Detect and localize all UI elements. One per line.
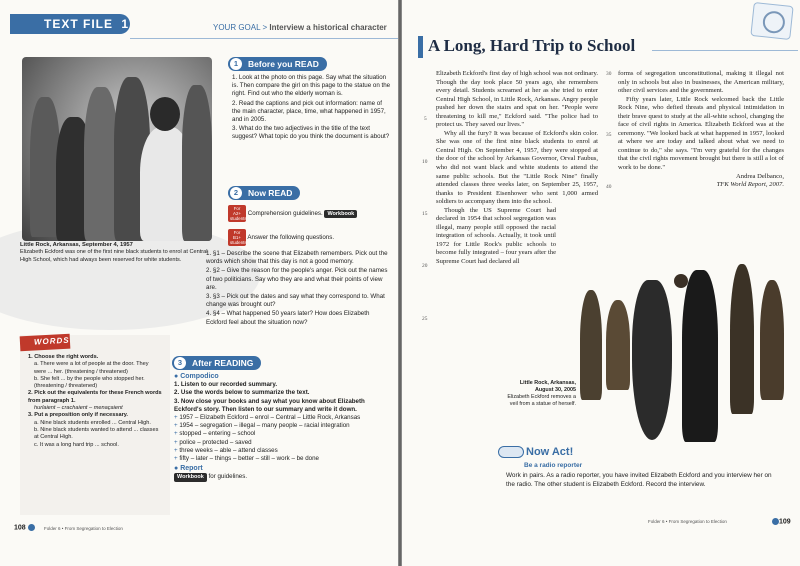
paragraph: Fifty years later, Little Rock welcomed back the Little Rock Nine, who defied threats and physical intimidation in their brave quest to study at the all-white school, changing the face of civil rights in America. Elizabeth Eckford was at the ceremony. "We looked back at what happened in 1957, looked at where we are today and talked about what we need to continue to do," she says. "I'm very grateful for the changes that the civil rights movement brought but there is still a lot of work to be done." xyxy=(618,95,784,172)
list-item: 1. Look at the photo on this page. Say what the situation is. Then compare the girl on this page to the statue on the right. Find out who the elderly woman is. xyxy=(232,74,391,98)
line-number: 5 xyxy=(424,116,427,122)
word-line: + fifty – later – things – better – still – work – be done xyxy=(174,455,319,463)
photo-figure xyxy=(84,87,118,241)
before-reading-header xyxy=(228,57,327,71)
line-number: 35 xyxy=(606,132,612,138)
photo-caption-title: Little Rock, Arkansas, September 4, 1957 xyxy=(20,242,133,248)
page-number-right: 109 xyxy=(770,518,791,525)
paragraph: Though the US Supreme Court had declared in 1954 that school segregation was illegal, many people still opposed the racial integration of schools. Actually, it took until 1972 for Little Rock's public schools to become fully integrated – four years after the Supreme Court had declared all xyxy=(436,206,556,266)
folder-label-right: Folder 6 • From Segregation to Election xyxy=(648,519,727,524)
guidelines-text: Comprehension guidelines. xyxy=(247,210,323,218)
photo-figure xyxy=(182,85,212,241)
page-dot-icon xyxy=(28,524,35,531)
photo-figure-head xyxy=(150,97,180,131)
word-line: + 1954 – segregation – illegal – many people – racial integration xyxy=(174,422,350,430)
list-item: 3. §3 – Pick out the dates and say what they correspond to. What change was brought out? xyxy=(206,293,385,309)
guidelines-b1 xyxy=(228,229,388,246)
statue-caption xyxy=(506,380,576,408)
photo-caption-body: Elizabeth Eckford was one of the first nine black students to enrol at Central High School, which had always been reserved for white students. xyxy=(20,249,208,263)
words-header: WORDS xyxy=(20,334,71,352)
compodico-heading: ● Compodico xyxy=(174,373,219,380)
step: 1. Listen to our recorded summary. xyxy=(174,381,278,389)
statue-figure xyxy=(730,264,754,414)
tab-title: TEXT FILE xyxy=(44,17,113,31)
level-badge-b1: For B1+ students xyxy=(230,230,247,245)
statue-caption-title: Little Rock, Arkansas, August 30, 2005 xyxy=(519,380,576,393)
page-number-left: 108 xyxy=(14,524,35,531)
line-number: 30 xyxy=(606,71,612,77)
now-read-header xyxy=(228,186,300,200)
veil-figure xyxy=(632,280,672,440)
list-item: 4. §4 – What happened 50 years later? How does Elizabeth Eckford feel about the situation now? xyxy=(206,310,370,326)
statue-figure xyxy=(606,300,630,390)
speech-bubble-icon xyxy=(498,446,524,458)
woman-head xyxy=(674,274,688,288)
now-read-questions xyxy=(206,250,392,328)
paragraph: forms of segregation unconstitutional, making it illegal not only in schools but also in businesses, the American military, other civil services and the government. xyxy=(618,70,784,95)
words-list xyxy=(28,354,162,449)
guidelines-a2 xyxy=(228,205,388,222)
folder-label-left: Folder 6 • From Segregation to Election xyxy=(44,526,123,531)
line-number: 40 xyxy=(606,184,612,190)
paragraph: Elizabeth Eckford's first day of high school was not ordinary. Though the day took place 50 years ago, she remembers every detail. Students screamed at her as she tried to enter Central High School, in Little Rock, Arkansas. Angry people pushed her down the stairs and spat on her. "People were threatening to kill me," Eckford said. "The police had to protect us. They saved our lives." xyxy=(436,70,598,129)
list-item: 2. §2 – Give the reason for the people's anger. Pick out the names of two politicians. Say who they are and what their points of view are. xyxy=(206,267,388,291)
statue-figure xyxy=(580,290,602,400)
now-act-subtitle: Be a radio reporter xyxy=(524,462,583,469)
report-line xyxy=(174,473,394,481)
words-item: 2. Pick out the equivalents for these French words from paragraph 1. xyxy=(28,390,162,404)
step: 2. Use the words below to summarize the text. xyxy=(174,389,310,397)
goal-text: Interview a historical character xyxy=(269,23,387,32)
photo-caption xyxy=(20,242,220,312)
report-label: Report xyxy=(180,465,203,473)
statue-photo xyxy=(562,250,800,440)
title-rule xyxy=(652,50,798,51)
title-accent xyxy=(418,36,423,58)
word-line: + police – protected – saved xyxy=(174,438,252,446)
word-line: + stopped – entering – school xyxy=(174,430,256,438)
article-column-2 xyxy=(618,70,784,190)
corner-stamp-icon xyxy=(750,2,793,40)
after-reading-content xyxy=(174,373,394,482)
article-column-1 xyxy=(436,70,598,267)
compodico-label: Compodico xyxy=(180,373,219,380)
line-number: 10 xyxy=(422,159,428,165)
step: 3. Now close your books and say what you know about Elizabeth Eckford's story. Then listen to our summary and write it down. xyxy=(174,397,365,413)
word-line: + three weeks – able – attend classes xyxy=(174,446,278,454)
page-dot-icon xyxy=(772,518,779,525)
list-item: 3. What do the two adjectives in the title of the text suggest? What topic do you think the document is about? xyxy=(232,125,390,141)
words-item: 3. Put a preposition only if necessary. xyxy=(28,412,128,419)
article-source: TFK World Report, 2007. xyxy=(716,181,784,189)
right-page xyxy=(402,0,800,566)
level-badge-a2: For A2+ students xyxy=(230,206,247,221)
statue-caption-body: Elizabeth Eckford removes a veil from a statue of herself. xyxy=(507,394,576,407)
list-item: 2. Read the captions and pick out information: name of the main character, place, time, what happened in 1957, and in 2005. xyxy=(232,99,386,124)
now-act-text: Work in pairs. As a radio reporter, you have invited Elizabeth Eckford and you interview her on the radio. The other student is Elizabeth Eckford. Record the interview. xyxy=(506,472,772,488)
after-reading-header xyxy=(172,356,261,370)
section-number: 1 xyxy=(230,58,242,70)
section-number: 2 xyxy=(230,187,242,199)
left-page xyxy=(0,0,398,566)
words-item: c. It was a long hard trip ... school. xyxy=(34,441,119,448)
section-title: Now READ xyxy=(248,188,293,198)
section-title: Before you READ xyxy=(248,59,319,69)
goal xyxy=(213,23,387,32)
goal-prefix: YOUR GOAL > xyxy=(213,23,268,32)
words-item: b. She felt ... by the people who stopped her. (threatening / threatened) xyxy=(34,375,145,390)
article-author: Andrea Delbanco, xyxy=(736,172,784,180)
guidelines-text: Answer the following questions. xyxy=(247,234,335,242)
words-item: 1. Choose the right words. xyxy=(28,354,99,360)
text-file-tab xyxy=(10,14,130,34)
workbook-tag: Workbook xyxy=(324,210,357,218)
line-number: 25 xyxy=(422,316,428,322)
woman-figure xyxy=(682,270,718,442)
article-title: A Long, Hard Trip to School xyxy=(428,36,636,55)
words-item: a. Nine black students enrolled ... Central High. xyxy=(34,419,151,426)
now-act-title: Now Act! xyxy=(526,446,574,458)
line-number: 20 xyxy=(422,263,428,269)
words-item: hurlaient – crachaient – menaçaient xyxy=(34,405,123,412)
list-item: 1. §1 – Describe the scene that Elizabeth remembers. Pick out the words which show that this day is not a good memory. xyxy=(206,250,388,266)
report-text: for guidelines. xyxy=(208,473,248,481)
paragraph: Why all the fury? It was because of Eckford's skin color. She was one of the first nine black students to enrol at Central High. On September 4, 1957, they were stopped at the door of the school by Arkansas Governor, Orval Faubus, who did not want black and white students to attend the same public schools. But the "Little Rock Nine" finally attended classes three weeks later, on September 25, 1957, thanks to President Eisenhower who sent 1,000 armed soldiers to accompany them into the school. xyxy=(436,129,598,206)
words-item: b. Nine black students wanted to attend ... classes at Central High. xyxy=(34,426,159,441)
before-reading-list xyxy=(232,74,392,143)
report-heading: ● Report xyxy=(174,465,203,473)
section-title: After READING xyxy=(192,358,254,368)
section-number: 3 xyxy=(174,357,186,369)
header-rule xyxy=(130,38,398,39)
statue-figure xyxy=(760,280,784,400)
workbook-tag: Workbook xyxy=(174,473,207,481)
tab-number: 1 xyxy=(121,17,130,31)
historic-photo xyxy=(22,57,212,241)
word-line: + 1957 – Elizabeth Eckford – enrol – Central – Little Rock, Arkansas xyxy=(174,414,361,422)
words-item: a. There were a lot of people at the door. They were ... her. (threatening / threatened) xyxy=(34,361,149,375)
line-number: 15 xyxy=(422,211,428,217)
